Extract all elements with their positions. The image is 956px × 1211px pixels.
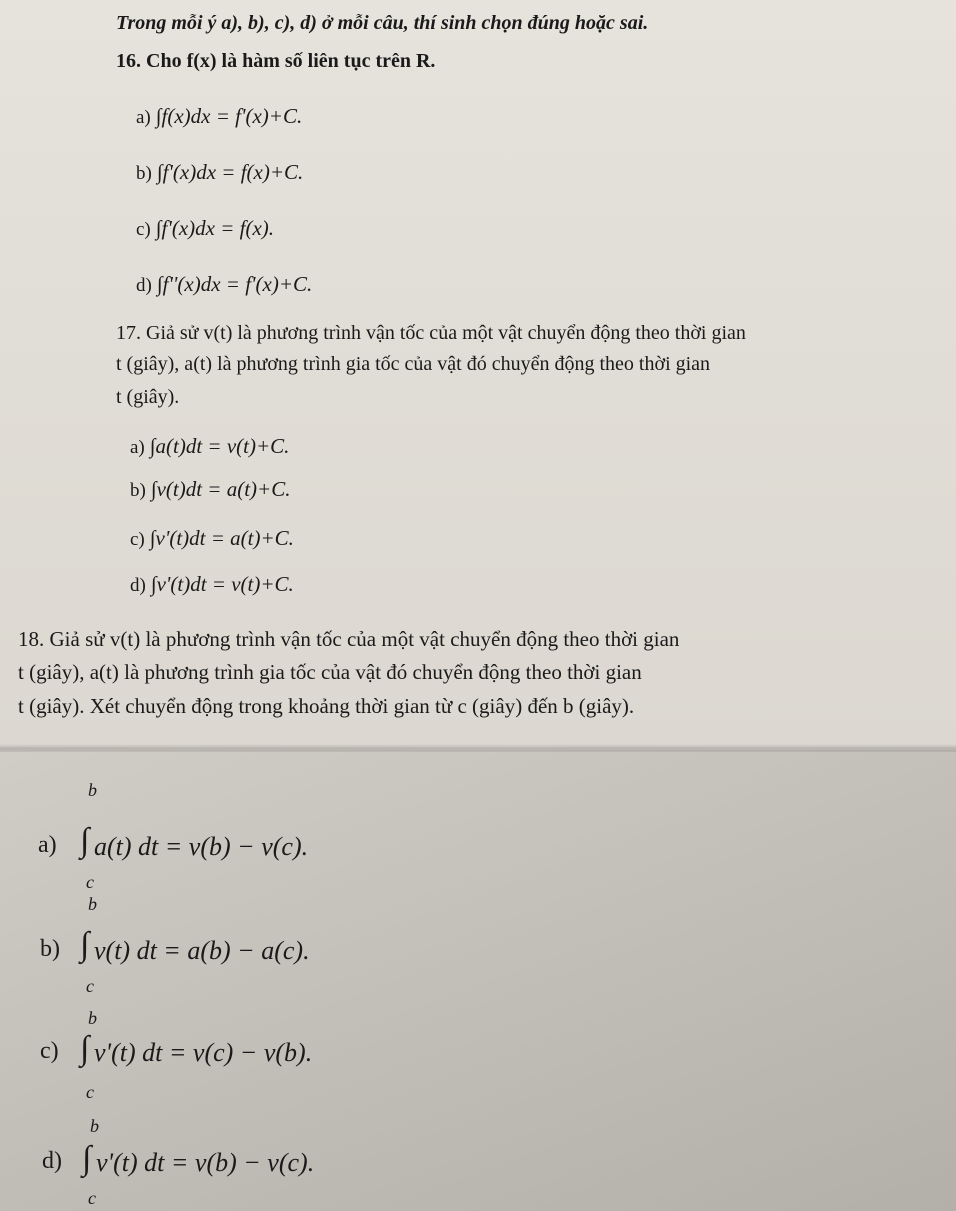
lower-limit: c [86,1082,94,1102]
option-expression: v'(t) dt = v(c) − v(b). [94,1038,313,1067]
option-math: ∫a(t)dt = v(t)+C. [149,434,290,458]
option-expression: a(t) dt = v(b) − v(c). [94,832,309,861]
stem-text: 18. Giả sử v(t) là phương trình vận tốc của một vật chuyển động theo thời gian [18,627,680,651]
q18-option-c [40,1008,460,1108]
integral-symbol: ∫ [82,1140,92,1177]
option-label: d) [42,1148,62,1174]
option-math: ∫f'(x)dx = f(x)+C. [156,160,304,184]
upper-limit: b [90,1116,99,1136]
q16-option-d [136,272,312,297]
q16-option-c [136,216,274,241]
q16-option-b [136,160,303,185]
question-17-stem-line-1: 17. Giả sử v(t) là phương trình vận tốc của một vật chuyển động theo thời gian [116,322,746,344]
option-math: ∫f'(x)dx = f(x). [155,216,275,240]
option-label: b) [40,936,60,962]
q16-option-a [136,104,302,129]
option-label: a) [136,107,151,128]
lower-limit: c [88,1188,96,1208]
option-label: b) [130,480,146,501]
question-18-stem-line-1 [18,627,679,652]
option-label: c) [130,529,145,550]
option-label: d) [130,575,146,596]
option-math: ∫v'(t)dt = a(t)+C. [149,526,294,550]
integral-symbol: ∫ [80,822,90,859]
option-math: ∫f''(x)dx = f'(x)+C. [156,272,313,296]
instruction-text: Trong mỗi ý a), b), c), d) ở mỗi câu, thí sinh chọn đúng hoặc sai. [116,12,649,34]
q17-option-b [130,477,290,502]
option-label: a) [38,832,57,858]
upper-limit: b [88,1008,97,1028]
question-18-stem-line-2 [18,660,642,685]
stem-text: t (giây), a(t) là phương trình gia tốc của vật đó chuyển động theo thời gian [18,660,642,684]
question-17-stem-line-2: t (giây), a(t) là phương trình gia tốc của vật đó chuyển động theo thời gian [116,353,711,375]
upper-limit: b [88,894,97,914]
integral-symbol: ∫ [80,926,90,963]
option-label: c) [136,219,151,240]
option-label: c) [40,1038,59,1064]
paper-fold-edge [0,744,956,752]
option-math: ∫v(t)dt = a(t)+C. [150,477,291,501]
q17-option-a [130,434,289,459]
option-math: ∫f(x)dx = f'(x)+C. [155,104,303,128]
lower-limit: c [86,872,94,892]
question-18-stem-line-3 [18,694,634,719]
q17-option-c [130,526,294,551]
option-expression: v'(t) dt = v(b) − v(c). [96,1148,315,1177]
upper-limit: b [88,780,97,800]
integral-symbol: ∫ [80,1030,90,1067]
q17-option-d [130,572,294,597]
q18-option-a [38,780,458,890]
option-label: d) [136,275,152,296]
q18-option-b [40,894,460,1004]
option-expression: v(t) dt = a(b) − a(c). [94,936,310,965]
option-label: a) [130,437,145,458]
stem-text: t (giây). Xét chuyển động trong khoảng thời gian từ c (giây) đến b (giây). [18,694,635,718]
question-16-stem: 16. Cho f(x) là hàm số liên tục trên R. [116,50,436,72]
lower-limit: c [86,976,94,996]
question-17-stem-line-3: t (giây). [116,386,180,408]
option-label: b) [136,163,152,184]
option-math: ∫v'(t)dt = v(t)+C. [150,572,294,596]
q18-option-d [42,1116,462,1211]
